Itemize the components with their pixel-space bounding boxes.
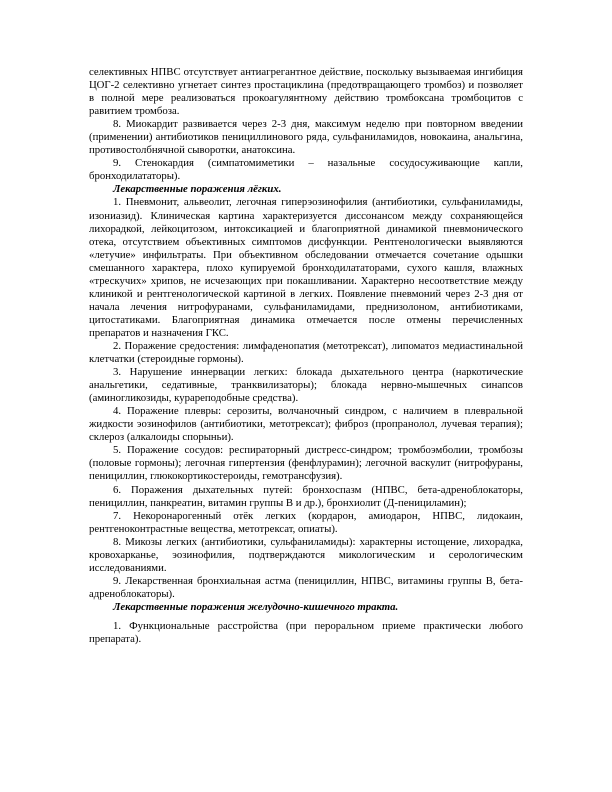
paragraph-functional-disorders: 1. Функциональные расстройства (при пероральном приеме практически любого препарата). bbox=[89, 619, 523, 646]
section-heading-gi-tract: Лекарственные поражения желудочно-кишечного тракта. bbox=[113, 600, 399, 613]
paragraph-vessels: 5. Поражение сосудов: респираторный дистресс-синдром; тромбоэмболии, тромбозы (половые гормоны); легочная гипертензия (фенфлурамин); легочной васкулит (нитрофураны, пенициллин, глюкокортикостероиды, гемотрансфузия). bbox=[89, 444, 523, 483]
paragraph-angina: 9. Стенокардия (симпатомиметики – назальные сосудосуживающие капли, бронходилататоры). bbox=[89, 157, 523, 183]
paragraph-myocarditis: 8. Миокардит развивается через 2-3 дня, максимум неделю при повторном введении (применении) антибиотиков пенициллинового ряда, сульфаниламидов, новокаина, анальгина, противостолбнячной сыворотки, анатоксина. bbox=[89, 118, 523, 157]
paragraph-asthma: 9. Лекарственная бронхиальная астма (пенициллин, НПВС, витамины группы В, бета-адреноблокаторы). bbox=[89, 574, 523, 600]
paragraph-mycoses: 8. Микозы легких (антибиотики, сульфаниламиды): характерны истощение, лихорадка, кровохарканье, эозинофилия, подтверждаются микологическим и серологическим исследованиями. bbox=[89, 535, 523, 574]
paragraph-pneumonitis: 1. Пневмонит, альвеолит, легочная гиперэозинофилия (антибиотики, сульфаниламиды, изониазид). Клиническая картина характеризуется диссонансом между сохраняющейся лихорадкой, лейкоцитозом, интоксикацией и благоприятной динамикой пневмонического отека, отсутствием объективных симптомов дисфункции. Рентгенологически выявляются «летучие» инфильтраты. При объективном обследовании отмечается сочетание одышки смешанного характера, плохо купируемой бронходилататорами, сухого кашля, влажных «трескучих» хрипов, не исчезающих при покашливании. Характерно несоответствие между клиникой и рентгенологической картиной в легких. Появление пневмоний через 2-3 дня от начала лечения нитрофуранами, сульфаниламидами, преднизолоном, антибиотиками, цитостатиками. Благоприятная динамика отмечается после отмены перечисленных препаратов и назначения ГКС. bbox=[89, 196, 523, 339]
paragraph-innervation: 3. Нарушение иннервации легких: блокада дыхательного центра (наркотические анальгетики, седативные, транквилизаторы); блокада нервно-мышечных синапсов (аминогликозиды, курареподобные средства). bbox=[89, 366, 523, 405]
paragraph-pleura: 4. Поражение плевры: серозиты, волчаночный синдром, с наличием в плевральной жидкости эозинофилов (антибиотики, метотрексат); фиброз (пропранолол, лучевая терапия); склероз (алкалоиды спорыньи). bbox=[89, 405, 523, 444]
paragraph-airways: 6. Поражения дыхательных путей: бронхоспазм (НПВС, бета-адреноблокаторы, пенициллин, панкреатин, витамин группы В и др.), бронхиолит (Д-пенициламин); bbox=[89, 483, 523, 509]
paragraph-continuation: селективных НПВС отсутствует антиагрегантное действие, поскольку вызываемая ингибиция ЦОГ-2 селективно угнетает синтез простациклина (предотвращающего тромбоз) и позволяет в полной мере реализоваться прокоагулянтному действию тромбоксана тромбоцитов с равитием тромбоза. bbox=[89, 66, 523, 118]
paragraph-pulmonary-edema: 7. Некоронарогенный отёк легких (кордарон, амиодарон, НПВС, лидокаин, рентгеноконтрастные вещества, метотрексат, опиаты). bbox=[89, 509, 523, 535]
section-heading-lungs: Лекарственные поражения лёгких. bbox=[113, 183, 282, 196]
paragraph-mediastinum: 2. Поражение средостения: лимфаденопатия (метотрексат), липоматоз медиастинальной клетчатки (стероидные гормоны). bbox=[89, 339, 523, 366]
document-page bbox=[89, 66, 523, 646]
